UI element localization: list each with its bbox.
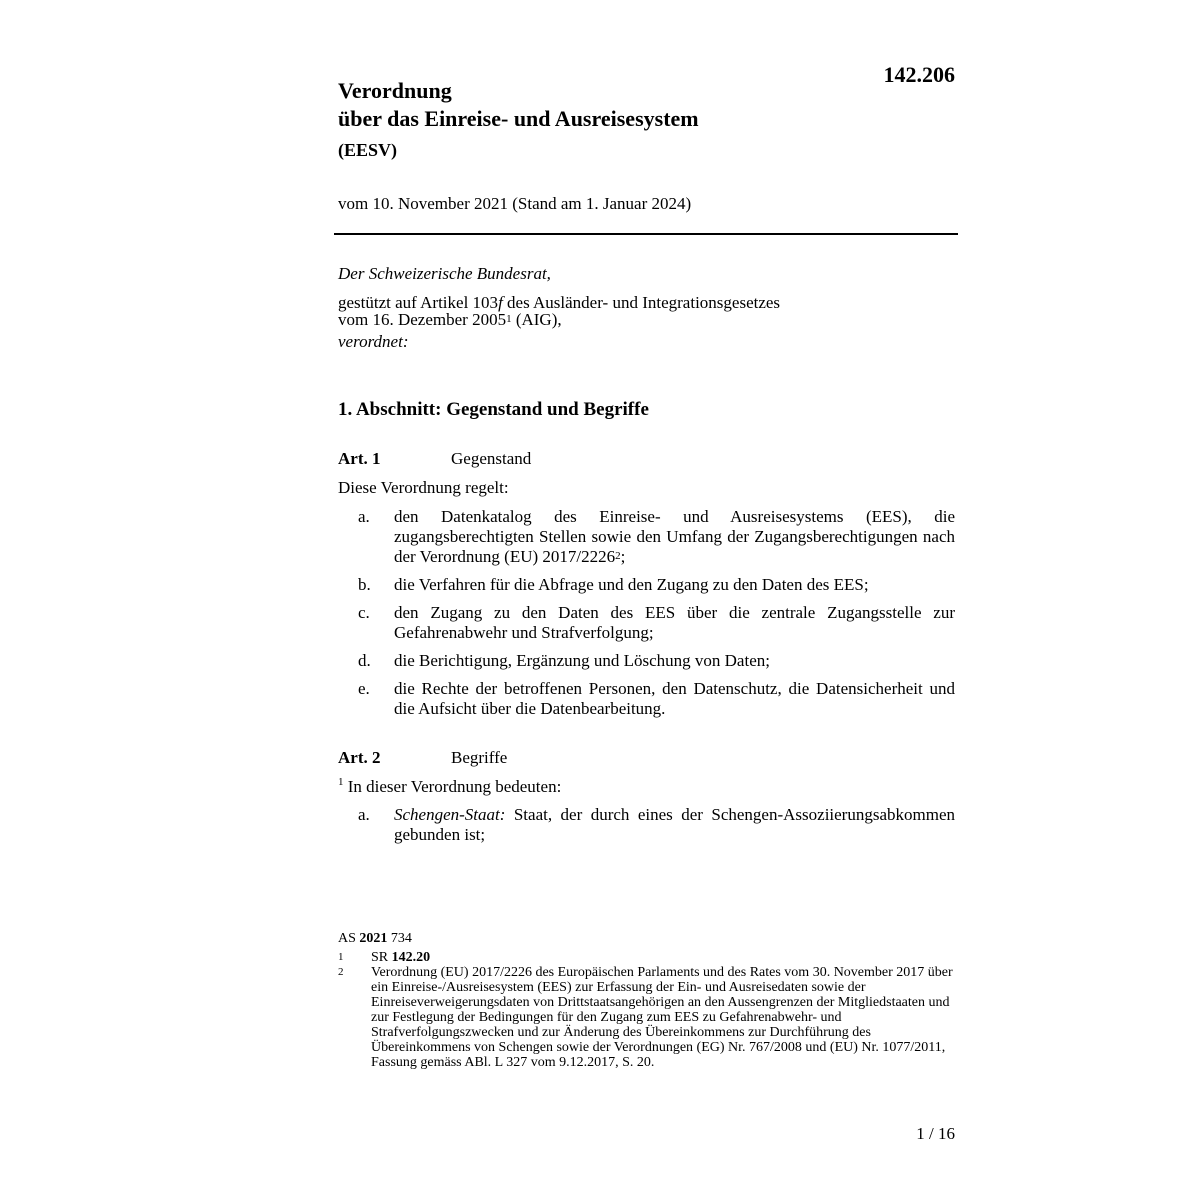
footnote-1-number: 1 bbox=[338, 951, 344, 963]
article-1-title: Gegenstand bbox=[451, 449, 532, 468]
list-item-text: die Berichtigung, Ergänzung und Löschung von Daten; bbox=[394, 651, 770, 670]
list-item bbox=[338, 651, 955, 671]
list-item-text: die Verfahren für die Abfrage und den Zugang zu den Daten des EES; bbox=[394, 575, 869, 594]
preamble-decrees: verordnet: bbox=[338, 332, 409, 351]
footnote-2-number: 2 bbox=[338, 966, 344, 978]
title-divider bbox=[334, 233, 958, 235]
list-item-text: den Zugang zu den Daten des EES über die zentrale Zugangsstelle zur Gefahrenabwehr und Strafverfolgung; bbox=[394, 603, 955, 642]
footnote-2-text: Verordnung (EU) 2017/2226 des Europäischen Parlaments und des Rates vom 30. November 2017 über ein Einreise-/Ausreisesystem (EES) zur Erfassung der Ein- und Ausreisedaten sowie der Einreiseverweigerungsdaten von Drittstaatsangehörigen an den Aussengrenzen der Mitgliedstaaten und zur Festlegung der Bedingungen für den Zugang zum EES zu Gefahrenabwehr- und Strafverfolgungszwecken und zur Änderung des Übereinkommens zur Durchführung des Übereinkommens von Schengen sowie der Verordnungen (EG) Nr. 767/2008 und (EU) Nr. 1077/2011, Fassung gemäss ABl. L 327 vom 9.12.2017, S. 20. bbox=[371, 965, 953, 1070]
basis-date: vom 16. Dezember 2005 bbox=[338, 310, 507, 329]
list-item bbox=[338, 575, 955, 595]
document-title bbox=[338, 74, 699, 167]
paragraph-number: 1 bbox=[338, 776, 344, 788]
list-item bbox=[338, 805, 955, 845]
list-item-label: c. bbox=[358, 603, 370, 622]
as-page: 734 bbox=[387, 931, 412, 946]
article-1-number: Art. 1 bbox=[338, 449, 381, 468]
basis-abbr: (AIG), bbox=[511, 310, 562, 329]
article-2-title: Begriffe bbox=[451, 748, 508, 767]
list-item bbox=[338, 603, 955, 643]
basis-text-rest: des Ausländer- und Integrationsgesetzes bbox=[502, 293, 781, 312]
list-item bbox=[338, 679, 955, 719]
list-item-label: e. bbox=[358, 679, 370, 698]
basis-letter: f bbox=[498, 293, 503, 312]
title-line-1: Verordnung bbox=[338, 78, 452, 103]
section-heading: 1. Abschnitt: Gegenstand und Begriffe bbox=[338, 399, 649, 420]
preamble-basis-line-2 bbox=[338, 310, 780, 330]
title-line-2: über das Einreise- und Ausreisesystem bbox=[338, 106, 699, 131]
footnote-1-sr: 142.20 bbox=[391, 950, 431, 965]
preamble bbox=[338, 264, 780, 352]
list-item-label: d. bbox=[358, 651, 371, 670]
footnote-ref-1[interactable]: 1 bbox=[506, 313, 512, 325]
list-item-text: die Rechte der betroffenen Personen, den Datenschutz, die Datensicherheit und die Aufsicht über die Datenbearbeitung. bbox=[394, 679, 955, 718]
article-2-heading bbox=[338, 748, 507, 768]
page-number: 1 / 16 bbox=[916, 1124, 955, 1143]
list-item bbox=[338, 507, 955, 567]
title-abbreviation: (EESV) bbox=[338, 140, 398, 160]
as-year: 2021 bbox=[359, 931, 388, 946]
list-item-text-end: ; bbox=[620, 547, 626, 566]
footnotes bbox=[338, 950, 958, 1070]
article-2-intro bbox=[338, 777, 561, 797]
article-2-intro-text: In dieser Verordnung bedeuten: bbox=[343, 777, 562, 796]
article-1-heading bbox=[338, 449, 531, 469]
enactment-date: vom 10. November 2021 (Stand am 1. Januar 2024) bbox=[338, 194, 692, 213]
footnote-2 bbox=[338, 965, 958, 1070]
definition-term: Schengen-Staat: bbox=[394, 805, 506, 824]
article-1-list bbox=[338, 507, 955, 727]
preamble-issuer: Der Schweizerische Bundesrat, bbox=[338, 264, 551, 283]
footnote-1 bbox=[338, 950, 958, 965]
definition-text: Staat, der durch eines der Schengen-Assoziierungsabkommen gebunden ist; bbox=[394, 805, 955, 844]
footnote-ref-2[interactable]: 2 bbox=[615, 550, 621, 562]
list-item-label: a. bbox=[358, 805, 370, 824]
article-2-number: Art. 2 bbox=[338, 748, 381, 767]
sr-number: 142.206 bbox=[883, 62, 955, 87]
list-item-label: b. bbox=[358, 575, 371, 594]
basis-text: gestützt auf Artikel 103 bbox=[338, 293, 499, 312]
list-item-text: den Datenkatalog des Einreise- und Ausreisesystems (EES), die zugangsberechtigten Stellen sowie den Umfang der Zugangsberechtigungen nach der Verordnung (EU) 2017/2226 bbox=[394, 507, 955, 566]
footnote-1-prefix: SR bbox=[371, 950, 392, 965]
as-prefix: AS bbox=[338, 931, 360, 946]
article-2-list bbox=[338, 805, 955, 853]
article-1-intro: Diese Verordnung regelt: bbox=[338, 478, 509, 497]
list-item-label: a. bbox=[358, 507, 370, 526]
official-collection-ref bbox=[338, 931, 412, 947]
